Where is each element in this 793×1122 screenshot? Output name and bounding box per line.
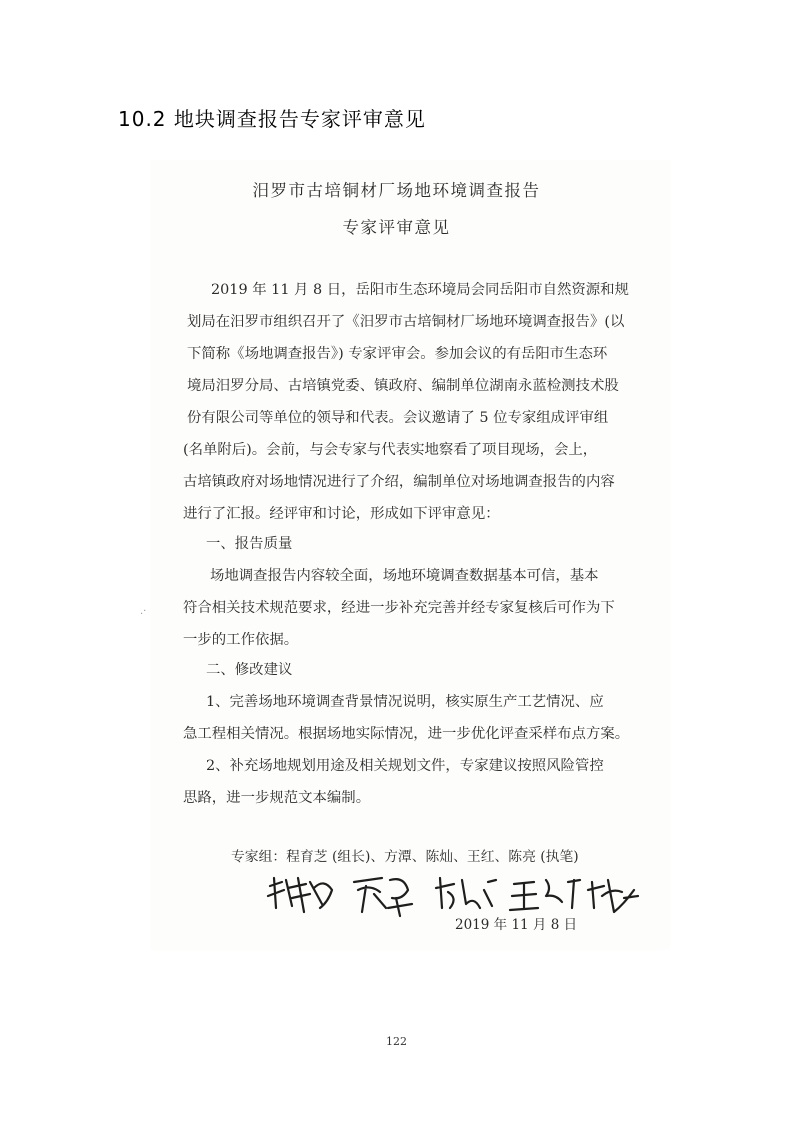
page-number: 122 <box>386 1035 407 1048</box>
body-line-3: 下简称《场地调查报告》) 专家评审会。参加会议的有岳阳市生态环 <box>187 346 608 362</box>
heading-report-quality: 一、报告质量 <box>206 536 293 552</box>
signature-drawing <box>262 868 642 918</box>
body-line-17: 思路，进一步规范文本编制。 <box>183 790 371 806</box>
scan-speckle: .· <box>140 606 147 617</box>
body-line-6: (名单附后)。会前，与会专家与代表实地察看了项目现场，会上， <box>183 442 598 458</box>
body-line-1: 2019 年 11 月 8 日，岳阳市生态环境局会同岳阳市自然资源和规 <box>211 282 629 298</box>
handwritten-signatures <box>262 868 642 918</box>
document-subtitle: 专家评审意见 <box>342 218 451 237</box>
body-line-15: 急工程相关情况。根据场地实际情况，进一步优化评查采样布点方案。 <box>183 726 630 742</box>
body-line-2: 划局在汨罗市组织召开了《汨罗市古培铜材厂场地环境调查报告》(以 <box>187 314 625 330</box>
document-date: 2019 年 11 月 8 日 <box>455 917 578 933</box>
body-line-10: 场地调查报告内容较全面，场地环境调查数据基本可信，基本 <box>210 568 599 584</box>
body-line-5: 份有限公司等单位的领导和代表。会议邀请了 5 位专家组成评审组 <box>187 410 609 426</box>
body-line-8: 进行了汇报。经评审和讨论，形成如下评审意见： <box>183 506 500 522</box>
body-line-16: 2、补充场地规划用途及相关规划文件，专家建议按照风险管控 <box>206 758 604 774</box>
section-heading: 10.2 地块调查报告专家评审意见 <box>118 107 426 131</box>
document-title: 汨罗市古培铜材厂场地环境调查报告 <box>252 181 541 200</box>
body-line-14: 1、完善场地环境调查背景情况说明，核实原生产工艺情况、应 <box>206 694 604 710</box>
heading-revision-suggestions: 二、修改建议 <box>206 662 293 678</box>
body-line-4: 境局汨罗分局、古培镇党委、镇政府、编制单位湖南永蓝检测技术股 <box>187 378 619 394</box>
body-line-11: 符合相关技术规范要求，经进一步补充完善并经专家复核后可作为下 <box>183 600 615 616</box>
body-line-7: 古培镇政府对场地情况进行了介绍，编制单位对场地调查报告的内容 <box>183 474 615 490</box>
experts-line: 专家组：程育芝 (组长)、方潭、陈灿、王红、陈亮 (执笔) <box>231 849 579 865</box>
body-line-12: 一步的工作依据。 <box>183 632 299 648</box>
